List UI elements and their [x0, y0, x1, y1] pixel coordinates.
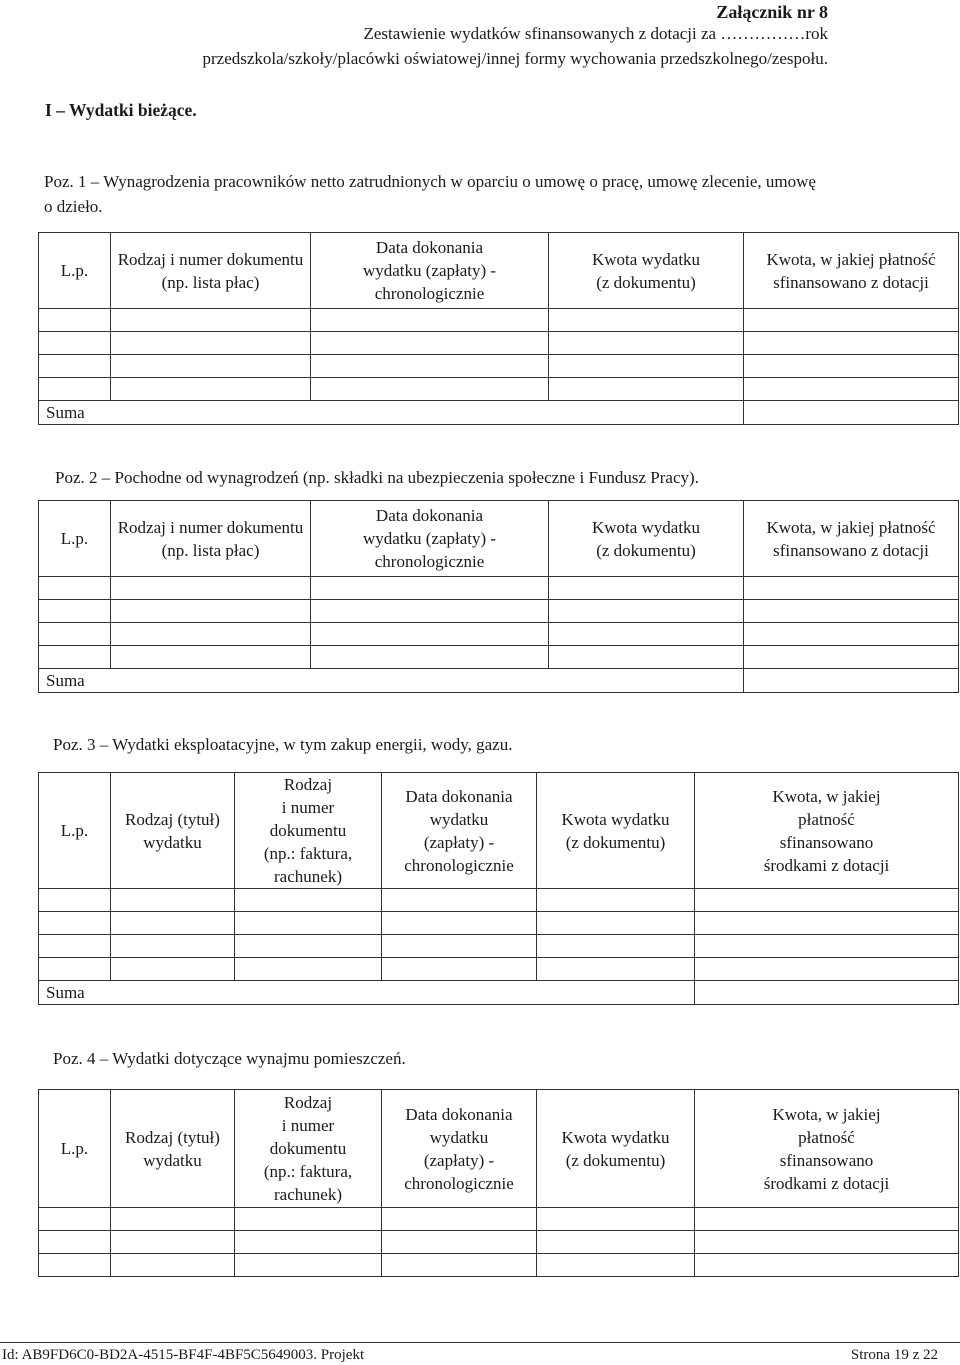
suma-label: Suma	[39, 401, 744, 425]
poz1-title-line1: Poz. 1 – Wynagrodzenia pracowników netto zatrudnionych w oparciu o umowę o pracę, umowę zlecenie, umowę	[44, 172, 816, 191]
poz2-header-lp: L.p.	[39, 501, 111, 577]
poz2-suma-row	[39, 669, 959, 693]
poz4-header-data: Data dokonania wydatku (zapłaty) - chronologicznie	[382, 1090, 537, 1208]
document-id: Id: AB9FD6C0-BD2A-4515-BF4F-4BF5C5649003. Projekt	[2, 1347, 365, 1363]
table-row	[39, 889, 959, 912]
poz2-header-platnosc: Kwota, w jakiej płatność sfinansowano z dotacji	[744, 501, 959, 577]
poz3-header-dokument: Rodzaj i numer dokumentu (np.: faktura, rachunek)	[235, 773, 382, 889]
poz1-header-platnosc: Kwota, w jakiej płatność sfinansowano z dotacji	[744, 233, 959, 309]
poz4-table	[38, 1089, 959, 1277]
poz3-header-tytul: Rodzaj (tytuł) wydatku	[111, 773, 235, 889]
table-row	[39, 1208, 959, 1231]
poz3-header-kwota: Kwota wydatku (z dokumentu)	[537, 773, 695, 889]
poz2-header-data: Data dokonania wydatku (zapłaty) - chronologicznie	[311, 501, 549, 577]
page-number: Strona 19 z 22	[850, 1347, 938, 1363]
poz3-header-data: Data dokonania wydatku (zapłaty) - chronologicznie	[382, 773, 537, 889]
poz3-header-lp: L.p.	[39, 773, 111, 889]
table-row	[39, 332, 959, 355]
table-row	[39, 577, 959, 600]
document-title-line2: przedszkola/szkoły/placówki oświatowej/innej formy wychowania przedszkolnego/zespołu.	[202, 49, 828, 68]
suma-label: Suma	[39, 669, 744, 693]
poz2-header-rodzaj: Rodzaj i numer dokumentu (np. lista płac)	[111, 501, 311, 577]
document-title-line1: Zestawienie wydatków sfinansowanych z dotacji za ……………rok	[363, 24, 828, 43]
poz3-suma-row	[39, 981, 959, 1005]
poz4-title: Poz. 4 – Wydatki dotyczące wynajmu pomieszczeń.	[53, 1049, 406, 1068]
table-row	[39, 600, 959, 623]
suma-label: Suma	[39, 981, 695, 1005]
poz4-header-srodki: Kwota, w jakiej płatność sfinansowano środkami z dotacji	[695, 1090, 959, 1208]
footer-divider	[0, 1342, 960, 1343]
poz4-header-lp: L.p.	[39, 1090, 111, 1208]
table-row	[39, 912, 959, 935]
poz3-title: Poz. 3 – Wydatki eksploatacyjne, w tym zakup energii, wody, gazu.	[53, 735, 513, 754]
attachment-title: Załącznik nr 8	[716, 2, 828, 22]
poz3-table	[38, 772, 959, 1005]
poz4-header-tytul: Rodzaj (tytuł) wydatku	[111, 1090, 235, 1208]
poz1-header-data: Data dokonania wydatku (zapłaty) - chronologicznie	[311, 233, 549, 309]
table-row	[39, 958, 959, 981]
poz1-header-lp: L.p.	[39, 233, 111, 309]
table-row	[39, 309, 959, 332]
poz2-header-kwota: Kwota wydatku (z dokumentu)	[549, 501, 744, 577]
poz1-suma-row	[39, 401, 959, 425]
table-row	[39, 935, 959, 958]
poz3-suma-value[interactable]	[695, 981, 959, 1005]
poz3-header-srodki: Kwota, w jakiej płatność sfinansowano środkami z dotacji	[695, 773, 959, 889]
table-row	[39, 355, 959, 378]
poz1-table	[38, 232, 959, 425]
poz1-header-rodzaj: Rodzaj i numer dokumentu (np. lista płac)	[111, 233, 311, 309]
table-row	[39, 646, 959, 669]
poz2-suma-value[interactable]	[744, 669, 959, 693]
poz2-table	[38, 500, 959, 693]
table-row	[39, 623, 959, 646]
poz2-title: Poz. 2 – Pochodne od wynagrodzeń (np. składki na ubezpieczenia społeczne i Fundusz Pracy).	[55, 468, 699, 487]
table-row	[39, 1231, 959, 1254]
poz1-header-kwota: Kwota wydatku (z dokumentu)	[549, 233, 744, 309]
table-row	[39, 378, 959, 401]
poz1-suma-value[interactable]	[744, 401, 959, 425]
table-row	[39, 1254, 959, 1277]
section-title: I – Wydatki bieżące.	[45, 100, 197, 120]
poz1-title-line2: o dzieło.	[44, 197, 103, 216]
poz4-header-dokument: Rodzaj i numer dokumentu (np.: faktura, rachunek)	[235, 1090, 382, 1208]
poz4-header-kwota: Kwota wydatku (z dokumentu)	[537, 1090, 695, 1208]
